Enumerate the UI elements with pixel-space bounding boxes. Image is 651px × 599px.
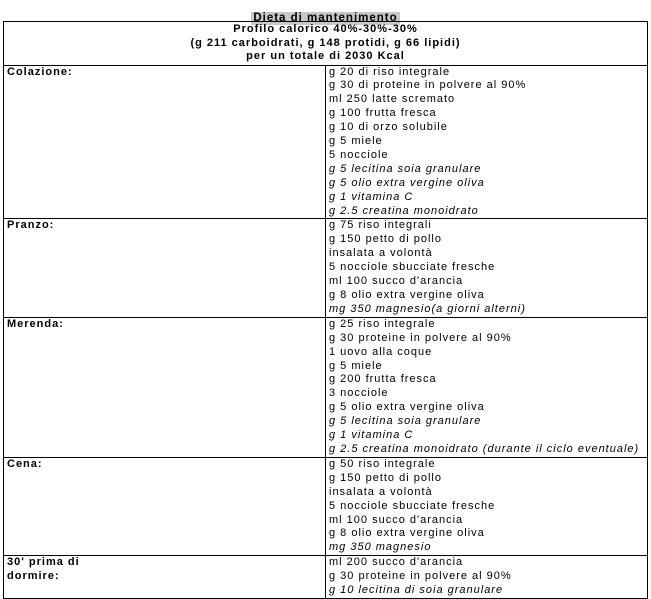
meal-label-line: Cena:	[7, 457, 43, 470]
food-item: mg 350 magnesio(a giorni alterni)	[329, 302, 526, 315]
food-item: g 2.5 creatina monoidrato (durante il ciclo eventuale)	[329, 442, 640, 455]
food-item: insalata a volontà	[329, 247, 433, 260]
food-item: g 2.5 creatina monoidrato	[329, 204, 479, 217]
page-title: Dieta di mantenimento	[253, 12, 398, 24]
food-item: g 5 miele	[329, 359, 383, 372]
food-item: mg 350 magnesio	[329, 541, 432, 554]
meal-label	[4, 317, 326, 457]
food-item: g 8 olio extra vergine oliva	[329, 527, 485, 540]
meal-row	[4, 65, 648, 219]
food-item: ml 250 latte scremato	[329, 93, 456, 106]
meal-row	[4, 457, 648, 555]
food-item: ml 100 succo d'arancia	[329, 513, 464, 526]
meal-label	[4, 65, 326, 219]
meal-items	[326, 219, 648, 317]
meal-label-line: Pranzo:	[7, 219, 55, 232]
food-item: g 150 petto di pollo	[329, 471, 442, 484]
meal-label	[4, 457, 326, 555]
food-item: g 30 proteine in polvere al 90%	[329, 331, 512, 344]
food-item: g 200 frutta fresca	[329, 373, 437, 386]
food-item: g 5 olio extra vergine oliva	[329, 176, 485, 189]
meal-label-line: Merenda:	[7, 317, 64, 330]
meal-label-line: dormire:	[7, 570, 60, 583]
header-row	[4, 22, 648, 66]
caloric-profile-header	[4, 22, 648, 66]
meal-label	[4, 219, 326, 317]
food-item: g 10 lecitina di soia granulare	[329, 584, 504, 597]
food-item: g 5 lecitina soia granulare	[329, 162, 482, 175]
diet-table	[3, 21, 648, 599]
food-item: g 150 petto di pollo	[329, 233, 442, 246]
meal-items	[326, 65, 648, 219]
food-item: g 8 olio extra vergine oliva	[329, 289, 485, 301]
meal-row	[4, 556, 648, 599]
meal-items	[326, 317, 648, 457]
diet-table-body	[4, 22, 648, 599]
food-item: g 1 vitamina C	[329, 190, 414, 203]
food-item: g 30 di proteine in polvere al 90%	[329, 79, 527, 92]
food-item: g 10 di orzo solubile	[329, 121, 448, 134]
food-item: g 100 frutta fresca	[329, 107, 437, 120]
food-item: g 30 proteine in polvere al 90%	[329, 570, 512, 583]
food-item: insalata a volontà	[329, 485, 433, 498]
meal-row	[4, 219, 648, 317]
header-line-macros: (g 211 carboidrati, g 148 protidi, g 66 lipidi)	[190, 36, 461, 49]
meal-items	[326, 556, 648, 599]
food-item: ml 100 succo d'arancia	[329, 275, 464, 288]
food-item: g 5 lecitina soia granulare	[329, 415, 482, 428]
food-item: g 1 vitamina C	[329, 429, 414, 442]
meal-items	[326, 457, 648, 555]
food-item: 3 nocciole	[329, 387, 389, 400]
meal-label-line: Colazione:	[7, 65, 73, 78]
food-item: g 25 riso integrale	[329, 317, 436, 330]
meal-row	[4, 317, 648, 457]
food-item: g 75 riso integrali	[329, 219, 432, 232]
food-item: g 20 di riso integrale	[329, 65, 451, 78]
meal-label-line: 30' prima di	[7, 556, 80, 569]
food-item: g 5 olio extra vergine oliva	[329, 401, 485, 414]
header-line-profile: Profilo calorico 40%-30%-30%	[233, 23, 418, 35]
food-item: ml 200 succo d'arancia	[329, 556, 464, 569]
meal-label	[4, 556, 326, 599]
food-item: g 50 riso integrale	[329, 457, 436, 470]
food-item: 5 nocciole sbucciate fresche	[329, 499, 496, 512]
food-item: 1 uovo alla coque	[329, 345, 433, 358]
food-item: 5 nocciole sbucciate fresche	[329, 261, 496, 274]
header-line-total: per un totale di 2030 Kcal	[246, 50, 405, 62]
food-item: 5 nocciole	[329, 148, 389, 161]
food-item: g 5 miele	[329, 135, 383, 148]
